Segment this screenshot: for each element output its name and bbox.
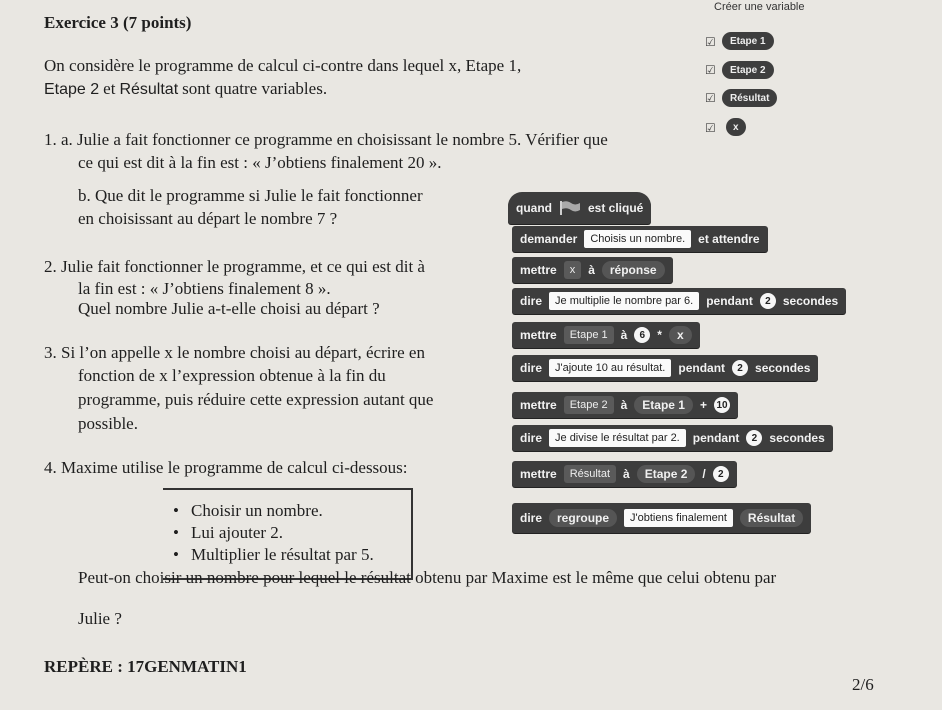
box-item: • Choisir un nombre. — [191, 500, 411, 522]
q1a-line1: 1. a. Julie a fait fonctionner ce programme en choisissant le nombre 5. Vérifier que — [44, 130, 608, 149]
say-join-block: dire regroupe J'obtiens finalement Résultat — [512, 503, 811, 533]
q2-line3: Quel nombre Julie a-t-elle choisi au départ ? — [78, 299, 380, 318]
when-flag-clicked-block: quand est cliqué — [508, 192, 651, 224]
q3-line3: programme, puis réduire cette expression autant que — [78, 390, 434, 409]
say-block: dire Je divise le résultat par 2. pendant 2 secondes — [512, 425, 833, 451]
checkbox-icon: ☑ — [705, 121, 716, 135]
variable-resultat: Résultat — [722, 89, 777, 107]
q1b-line1: b. Que dit le programme si Julie le fait fonctionner — [78, 186, 423, 205]
variable-dropdown: x — [564, 261, 582, 279]
intro-line1: On considère le programme de calcul ci-contre dans lequel x, Etape 1, — [44, 56, 522, 75]
say-block: dire J'ajoute 10 au résultat. pendant 2 secondes — [512, 355, 818, 381]
ask-block: demander Choisis un nombre. et attendre — [512, 226, 768, 252]
intro-line2: Etape 2 et Résultat sont quatre variables. — [44, 79, 328, 98]
box-item: • Lui ajouter 2. — [191, 522, 411, 544]
page-number: 2/6 — [852, 675, 874, 694]
say-block: dire Je multiplie le nombre par 6. pendant 2 secondes — [512, 288, 846, 314]
q2-line2: la fin est : « J’obtiens finalement 8 ». — [78, 279, 331, 298]
q3-line2: fonction de x l’expression obtenue à la fin du — [78, 366, 386, 385]
set-etape1-block: mettre Etape 1 à 6 * x — [512, 322, 700, 348]
q4-final-line1: Peut-on choisir un nombre pour lequel le résultat obtenu par Maxime est le même que celui obtenu par — [78, 568, 777, 587]
q1b-line2: en choisissant au départ le nombre 7 ? — [78, 209, 338, 228]
answer-reporter: réponse — [602, 261, 665, 279]
reference-code: REPÈRE : 17GENMATIN1 — [44, 657, 247, 676]
box-item: • Multiplier le résultat par 5. — [191, 544, 411, 566]
set-resultat-block: mettre Résultat à Etape 2 / 2 — [512, 461, 737, 487]
join-reporter: regroupe — [549, 509, 617, 527]
variable-x: x — [726, 118, 746, 136]
checkbox-icon: ☑ — [705, 63, 716, 77]
q2-line1: 2. Julie fait fonctionner le programme, et ce qui est dit à — [44, 257, 425, 276]
q4-line1: 4. Maxime utilise le programme de calcul ci-dessous: — [44, 458, 408, 477]
maxime-program-box — [163, 488, 413, 580]
exercise-title: Exercice 3 (7 points) — [44, 13, 192, 32]
variable-etape2: Etape 2 — [722, 61, 774, 79]
q1a-line2: ce qui est dit à la fin est : « J’obtiens finalement 20 ». — [78, 153, 442, 172]
green-flag-icon — [559, 201, 581, 215]
q4-final-line2: Julie ? — [78, 609, 122, 628]
checkbox-icon: ☑ — [705, 91, 716, 105]
q3-line1: 3. Si l’on appelle x le nombre choisi au départ, écrire en — [44, 343, 425, 362]
variable-etape1: Etape 1 — [722, 32, 774, 50]
set-etape2-block: mettre Etape 2 à Etape 1 + 10 — [512, 392, 738, 418]
create-variable-label: Créer une variable — [714, 1, 805, 13]
set-x-block: mettre x à réponse — [512, 257, 673, 283]
q3-line4: possible. — [78, 414, 138, 433]
checkbox-icon: ☑ — [705, 35, 716, 49]
ask-text: Choisis un nombre. — [584, 230, 691, 248]
